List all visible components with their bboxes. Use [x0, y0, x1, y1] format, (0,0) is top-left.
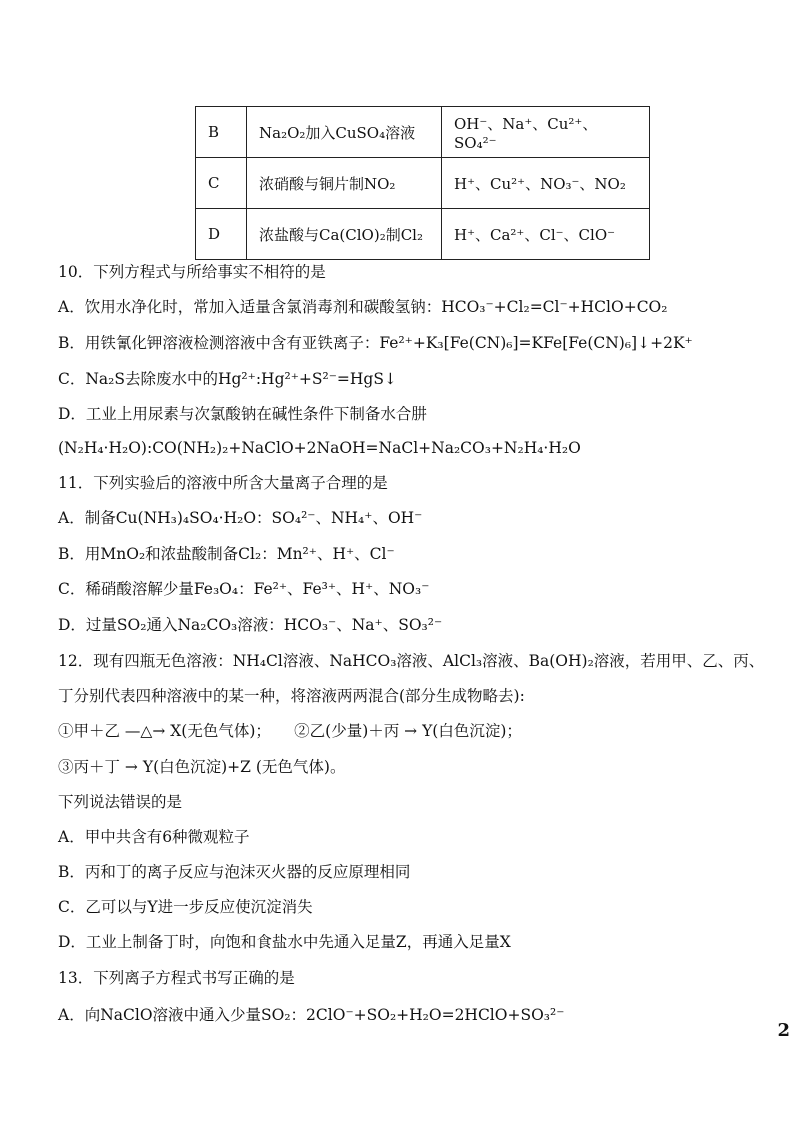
question-12-stem: 12．现有四瓶无色溶液：NH₄Cl溶液、NaHCO₃溶液、AlCl₃溶液、Ba(OH)₂溶液，若用甲、乙、丙、	[58, 652, 765, 670]
options-table	[195, 106, 650, 260]
q10-option-d-equation: (N₂H₄·H₂O):CO(NH₂)₂+NaClO+2NaOH=NaCl+Na₂CO₃+N₂H₄·H₂O	[58, 439, 581, 457]
q12-option-a: A．甲中共含有6种微观粒子	[58, 828, 250, 846]
q12-option-d: D．工业上制备丁时，向饱和食盐水中先通入足量Z，再通入足量X	[58, 933, 511, 951]
q10-option-d: D．工业上用尿素与次氯酸钠在碱性条件下制备水合肼	[58, 405, 427, 423]
q12-option-c: C．乙可以与Y进一步反应使沉淀消失	[58, 898, 313, 916]
q11-option-d: D．过量SO₂通入Na₂CO₃溶液：HCO₃⁻、Na⁺、SO₃²⁻	[58, 616, 443, 634]
q12-reactions-1-2: ①甲＋乙 —△→ X(无色气体)； ②乙(少量)＋丙 → Y(白色沉淀)；	[58, 722, 522, 740]
row-letter: B	[196, 107, 247, 158]
row-letter: D	[196, 209, 247, 260]
q13-option-a: A．向NaClO溶液中通入少量SO₂：2ClO⁻+SO₂+H₂O=2HClO+SO₃²⁻	[58, 1006, 565, 1024]
row-reaction: 浓硝酸与铜片制NO₂	[247, 158, 442, 209]
table-row	[196, 158, 650, 209]
row-ions: H⁺、Cu²⁺、NO₃⁻、NO₂	[442, 158, 650, 209]
q10-option-c: C．Na₂S去除废水中的Hg²⁺:Hg²⁺+S²⁻=HgS↓	[58, 370, 397, 388]
q11-option-a: A．制备Cu(NH₃)₄SO₄·H₂O：SO₄²⁻、NH₄⁺、OH⁻	[58, 509, 423, 527]
row-reaction: 浓盐酸与Ca(ClO)₂制Cl₂	[247, 209, 442, 260]
q12-option-b: B．丙和丁的离子反应与泡沫灭火器的反应原理相同	[58, 863, 411, 881]
question-13-stem: 13．下列离子方程式书写正确的是	[58, 969, 295, 987]
q11-option-c: C．稀硝酸溶解少量Fe₃O₄：Fe²⁺、Fe³⁺、H⁺、NO₃⁻	[58, 580, 430, 598]
row-ions: H⁺、Ca²⁺、Cl⁻、ClO⁻	[442, 209, 650, 260]
page-number: 2	[777, 1020, 790, 1041]
row-letter: C	[196, 158, 247, 209]
row-ions: OH⁻、Na⁺、Cu²⁺、SO₄²⁻	[442, 107, 650, 158]
q10-option-a: A．饮用水净化时，常加入适量含氯消毒剂和碳酸氢钠：HCO₃⁻+Cl₂=Cl⁻+HClO+CO₂	[58, 298, 668, 316]
question-10-stem: 10．下列方程式与所给事实不相符的是	[58, 263, 326, 281]
q12-reaction-3: ③丙＋丁 → Y(白色沉淀)+Z (无色气体)。	[58, 758, 346, 776]
q10-option-b: B．用铁氰化钾溶液检测溶液中含有亚铁离子：Fe²⁺+K₃[Fe(CN)₆]=KFe[Fe(CN)₆]↓+2K⁺	[58, 334, 693, 352]
q12-prompt: 下列说法错误的是	[58, 793, 183, 811]
table-row	[196, 107, 650, 158]
q11-option-b: B．用MnO₂和浓盐酸制备Cl₂：Mn²⁺、H⁺、Cl⁻	[58, 545, 395, 563]
question-11-stem: 11．下列实验后的溶液中所含大量离子合理的是	[58, 474, 388, 492]
table-row	[196, 209, 650, 260]
row-reaction: Na₂O₂加入CuSO₄溶液	[247, 107, 442, 158]
question-12-stem-cont: 丁分别代表四种溶液中的某一种，将溶液两两混合(部分生成物略去):	[58, 687, 525, 705]
